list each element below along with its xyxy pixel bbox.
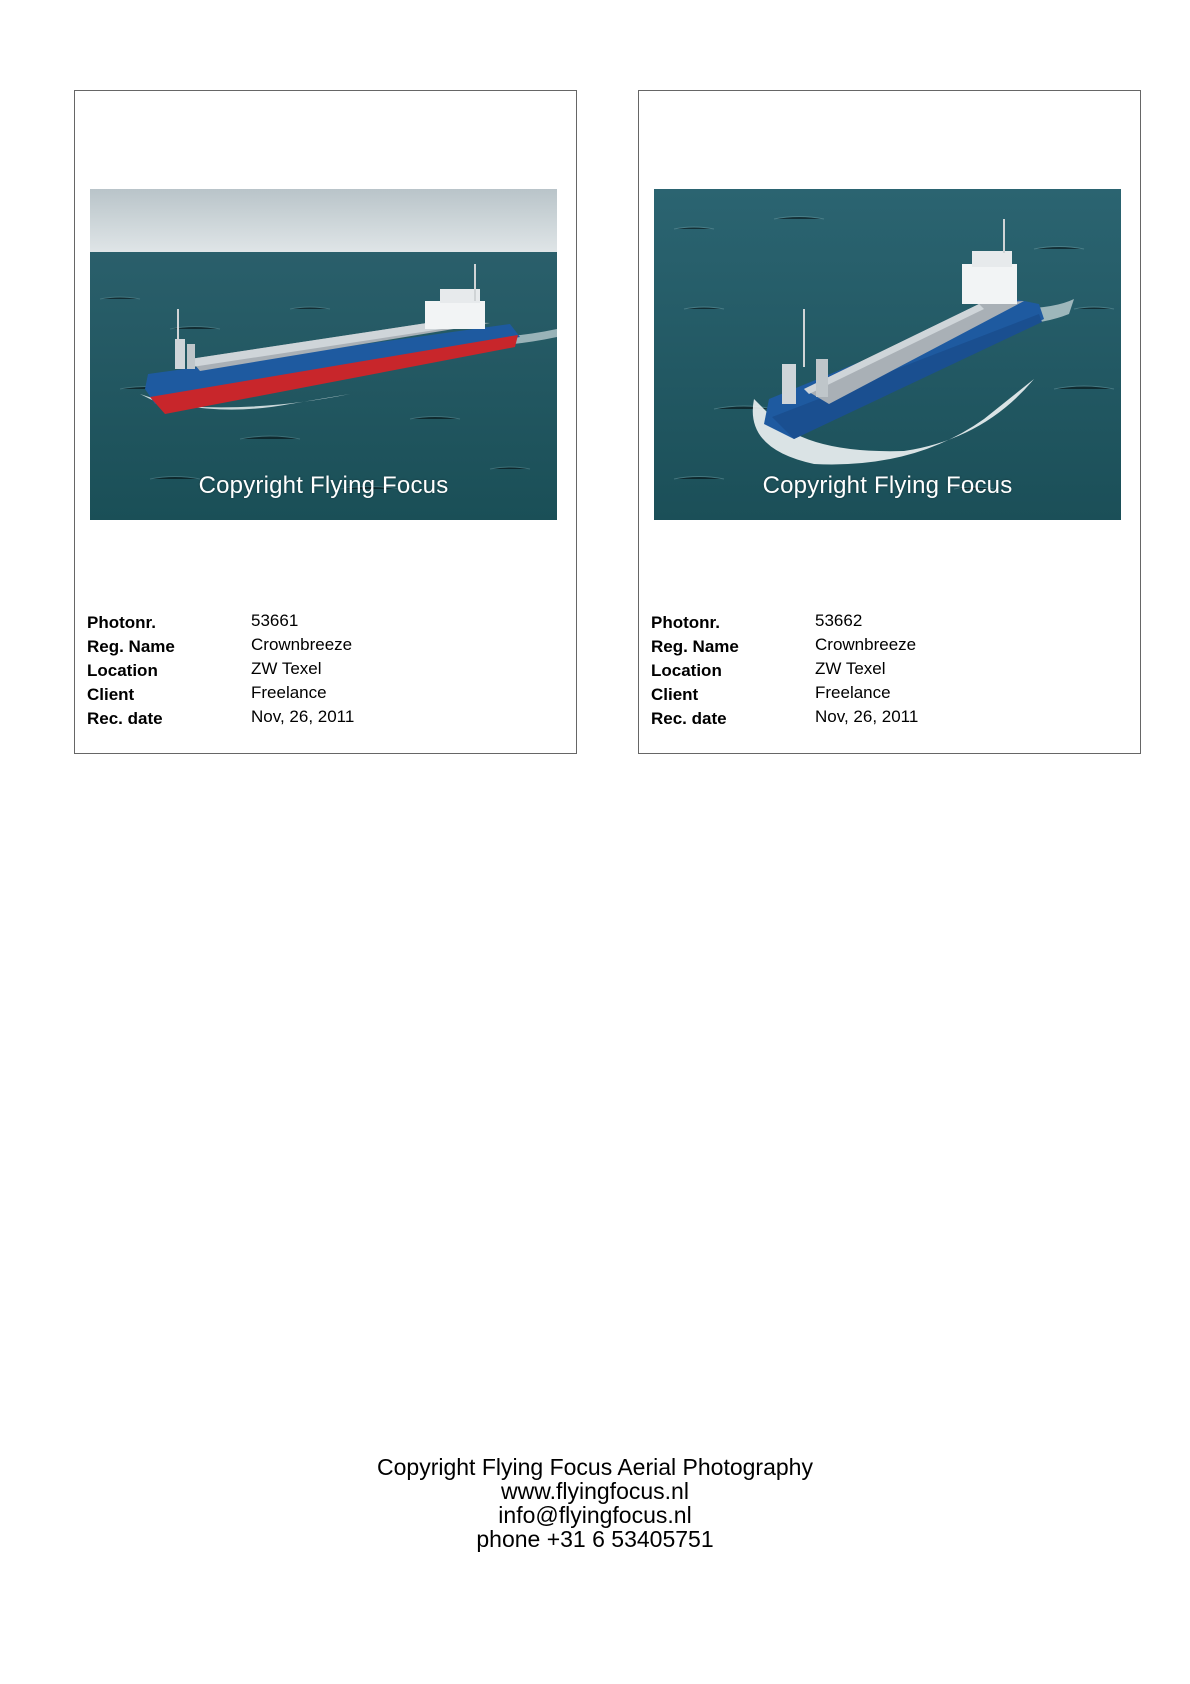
field-reg-name xyxy=(651,635,1121,659)
field-photonr xyxy=(87,611,557,635)
field-value: Nov, 26, 2011 xyxy=(815,707,919,726)
field-rec-date xyxy=(87,707,557,731)
field-label: Location xyxy=(87,661,158,680)
field-label: Photonr. xyxy=(87,613,156,632)
photo-metadata xyxy=(651,611,1121,731)
photo-card-1 xyxy=(74,90,577,754)
field-client xyxy=(87,683,557,707)
field-label: Photonr. xyxy=(651,613,720,632)
footer-phone: phone +31 6 53405751 xyxy=(476,1526,714,1552)
footer-copyright: Copyright Flying Focus Aerial Photography xyxy=(377,1454,813,1480)
field-label: Reg. Name xyxy=(651,637,739,656)
field-value: Nov, 26, 2011 xyxy=(251,707,355,726)
photo-watermark: Copyright Flying Focus xyxy=(762,472,1013,499)
field-label: Location xyxy=(651,661,722,680)
field-label: Rec. date xyxy=(651,709,727,728)
field-reg-name xyxy=(87,635,557,659)
field-location xyxy=(651,659,1121,683)
field-value: Freelance xyxy=(815,683,891,702)
field-label: Rec. date xyxy=(87,709,163,728)
page-footer xyxy=(0,1455,1190,1551)
ship-photo-1-image xyxy=(90,189,557,520)
field-value: Crownbreeze xyxy=(815,635,917,654)
field-value: 53661 xyxy=(251,611,299,630)
footer-email: info@flyingfocus.nl xyxy=(498,1502,692,1528)
footer-website: www.flyingfocus.nl xyxy=(501,1478,689,1504)
field-value: ZW Texel xyxy=(815,659,886,678)
field-photonr xyxy=(651,611,1121,635)
field-value: ZW Texel xyxy=(251,659,322,678)
photo-watermark: Copyright Flying Focus xyxy=(198,472,449,499)
field-value: Freelance xyxy=(251,683,327,702)
field-value: Crownbreeze xyxy=(251,635,353,654)
photo-metadata xyxy=(87,611,557,731)
field-label: Reg. Name xyxy=(87,637,175,656)
photo-card-2 xyxy=(638,90,1141,754)
field-label: Client xyxy=(651,685,699,704)
ship-photo-2-image xyxy=(654,189,1121,520)
field-value: 53662 xyxy=(815,611,863,630)
ship-photo-2 xyxy=(654,189,1121,520)
field-client xyxy=(651,683,1121,707)
ship-photo-1 xyxy=(90,189,557,520)
field-label: Client xyxy=(87,685,135,704)
field-location xyxy=(87,659,557,683)
field-rec-date xyxy=(651,707,1121,731)
